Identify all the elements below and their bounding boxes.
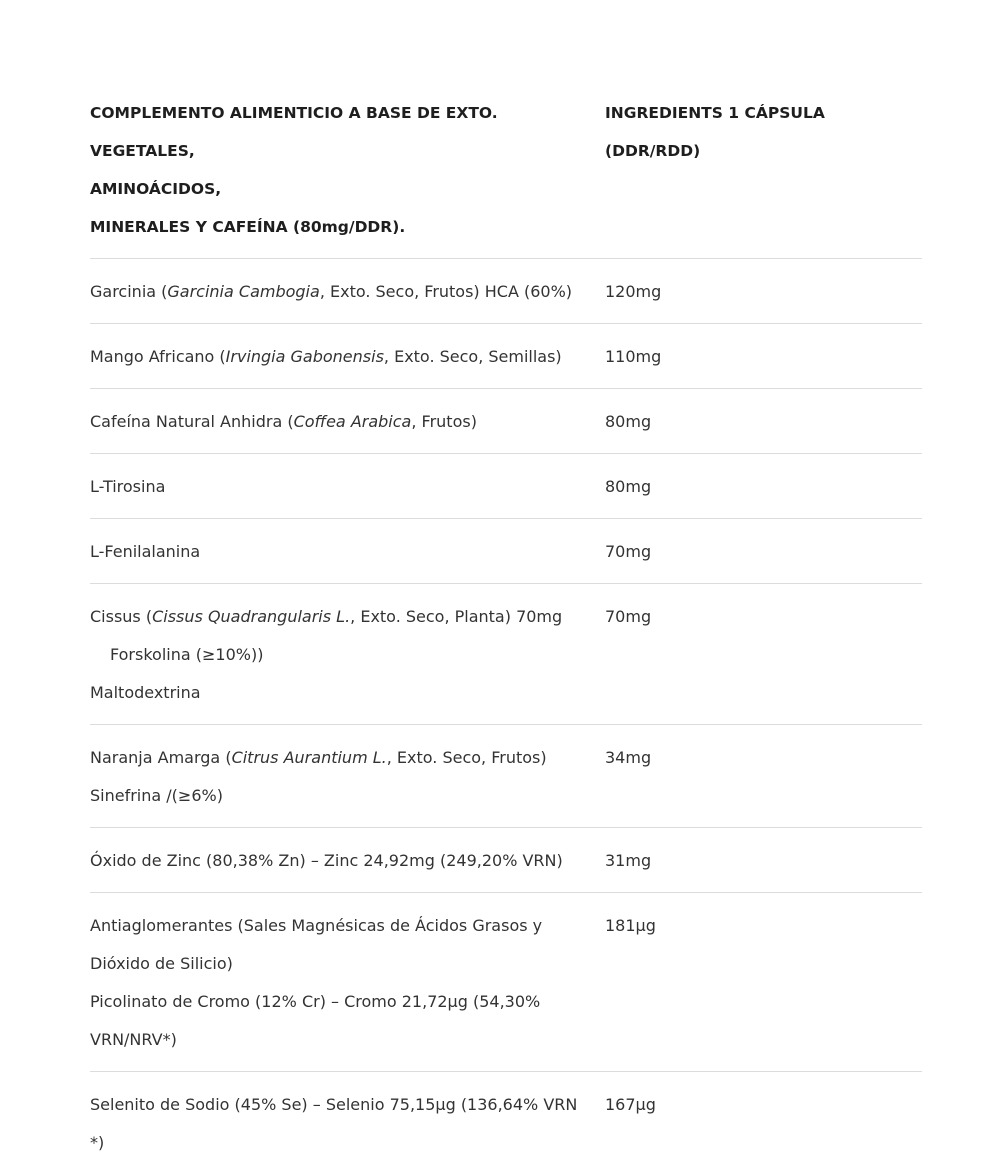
ingredient-text: , Exto. Seco, Frutos) [386, 748, 547, 767]
ingredient-name: L-Fenilalanina [90, 542, 201, 561]
ingredient-latin-name: Citrus Aurantium L. [231, 748, 387, 767]
ingredient-text: , Exto. Seco, Frutos) HCA (60%) [319, 282, 573, 301]
header-amount-label: INGREDIENTS 1 CÁPSULA (DDR/RDD) [605, 104, 825, 160]
ingredient-latin-name: Cissus Quadrangularis L. [152, 607, 351, 626]
ingredient-amount: 120mg [605, 282, 662, 301]
ingredient-text: Naranja Amarga ( [90, 748, 232, 767]
ingredient-amount: 34mg [605, 748, 652, 767]
ingredient-line: Picolinato de Cromo (12% Cr) – Cromo 21,72µg (54,30% [90, 992, 541, 1011]
ingredient-line: Maltodextrina [90, 683, 201, 702]
table-row [90, 1072, 922, 1174]
ingredient-amount: 70mg [605, 542, 652, 561]
ingredient-amount: 70mg [605, 607, 652, 626]
ingredient-line: Dióxido de Silicio) [90, 954, 233, 973]
ingredient-text: , Frutos) [411, 412, 477, 431]
ingredient-line [90, 598, 605, 636]
ingredient-line: VRN/NRV*) [90, 1030, 177, 1049]
table-row [90, 454, 922, 519]
ingredient-name [90, 739, 605, 815]
ingredient-latin-name: Garcinia Cambogia [167, 282, 320, 301]
ingredient-name [90, 598, 605, 712]
ingredient-line: Sinefrina /(≥6%) [90, 786, 223, 805]
header-title-line: AMINOÁCIDOS, [90, 180, 222, 198]
table-row [90, 725, 922, 828]
table-row [90, 259, 922, 324]
table-row [90, 324, 922, 389]
ingredients-table [90, 94, 922, 1174]
ingredient-line [90, 739, 605, 777]
table-row [90, 389, 922, 454]
ingredient-amount: 80mg [605, 477, 652, 496]
ingredient-name [90, 273, 605, 311]
ingredient-latin-name: Coffea Arabica [293, 412, 412, 431]
ingredient-name [90, 338, 605, 376]
ingredient-text: Garcinia ( [90, 282, 168, 301]
header-title-line: MINERALES Y CAFEÍNA (80mg/DDR). [90, 218, 406, 236]
ingredient-line: Antiaglomerantes (Sales Magnésicas de Ácidos Grasos y [90, 916, 543, 935]
ingredient-text: , Exto. Seco, Semillas) [383, 347, 562, 366]
ingredient-line: Selenito de Sodio (45% Se) – Selenio 75,15µg (136,64% VRN [90, 1095, 578, 1114]
ingredient-name [90, 907, 605, 1059]
ingredient-amount: 110mg [605, 347, 662, 366]
ingredient-name: L-Tirosina [90, 477, 166, 496]
ingredient-amount: 80mg [605, 412, 652, 431]
ingredient-amount: 31mg [605, 851, 652, 870]
ingredient-amount: 181µg [605, 916, 656, 935]
table-header [90, 94, 922, 259]
ingredient-text: Mango Africano ( [90, 347, 226, 366]
table-row [90, 828, 922, 893]
header-title [90, 94, 605, 246]
ingredient-amount: 167µg [605, 1095, 656, 1114]
table-row [90, 519, 922, 584]
table-row [90, 584, 922, 725]
ingredient-text: Cissus ( [90, 607, 153, 626]
table-row [90, 893, 922, 1072]
ingredient-name [90, 1086, 605, 1162]
ingredient-latin-name: Irvingia Gabonensis [225, 347, 384, 366]
header-title-line: COMPLEMENTO ALIMENTICIO A BASE DE EXTO. VEGETALES, [90, 104, 498, 160]
ingredient-line: *) [90, 1133, 105, 1152]
ingredient-text: , Exto. Seco, Planta) 70mg [350, 607, 563, 626]
ingredient-name: Óxido de Zinc (80,38% Zn) – Zinc 24,92mg (249,20% VRN) [90, 851, 563, 870]
ingredient-line: Forskolina (≥10%)) [110, 645, 264, 664]
ingredient-name [90, 403, 605, 441]
ingredient-text: Cafeína Natural Anhidra ( [90, 412, 294, 431]
